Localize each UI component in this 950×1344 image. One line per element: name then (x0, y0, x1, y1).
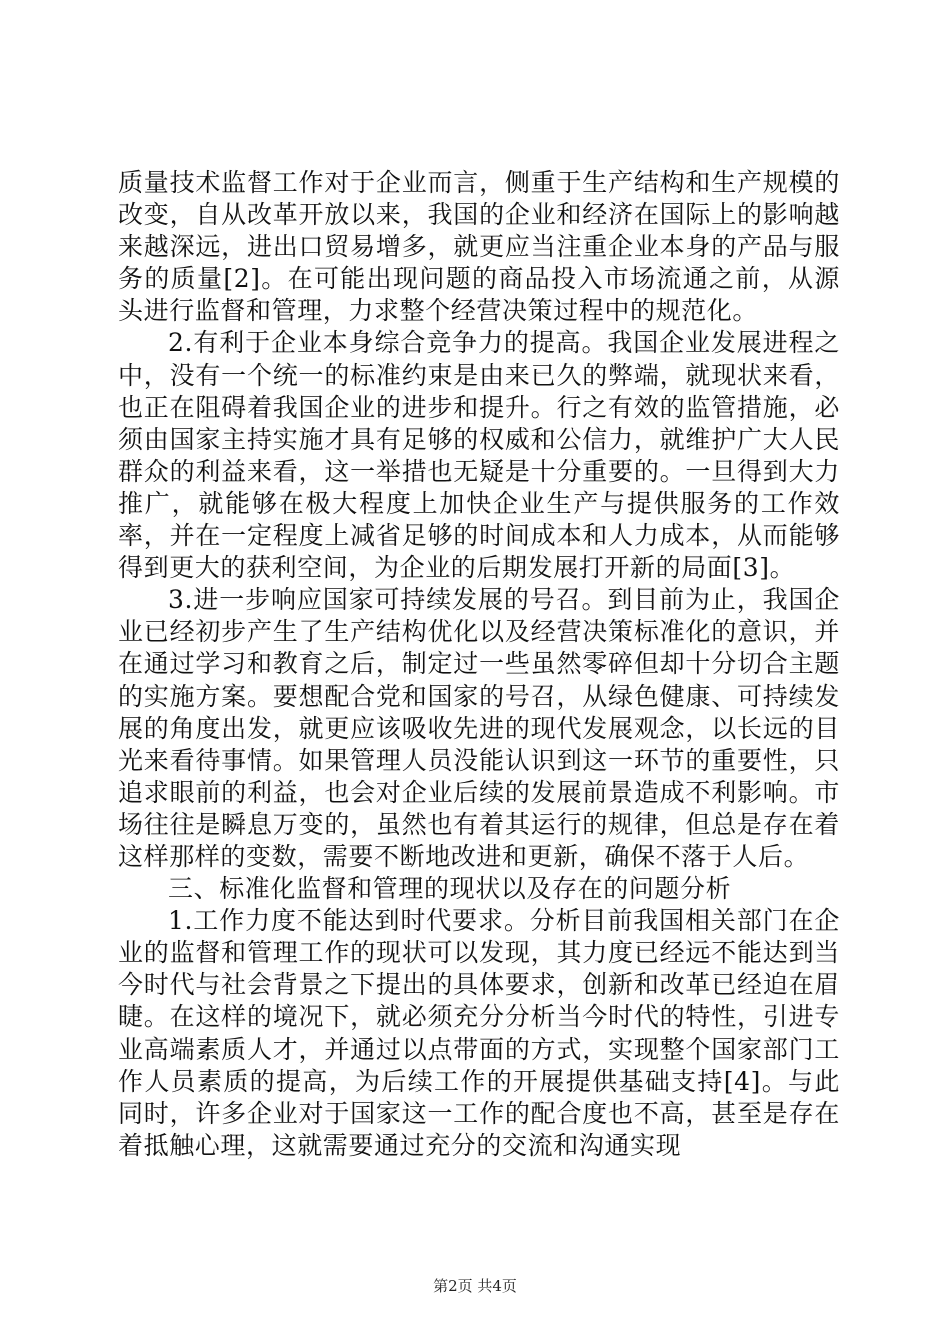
section-heading-3: 三、标准化监督和管理的现状以及存在的问题分析 (168, 874, 732, 904)
paragraph-point-2: 2.有利于企业本身综合竞争力的提高。我国企业发展进程之中，没有一个统一的标准约束是由来已久的弊端，就现状来看，也正在阻碍着我国企业的进步和提升。行之有效的监管措施，必须由国家主持实施才具有足够的权威和公信力，就维护广大人民群众的利益来看，这一举措也无疑是十分重要的。一旦得到大力推广，就能够在极大程度上加快企业生产与提供服务的工作效率，并在一定程度上减省足够的时间成本和人力成本，从而能够得到更大的获利空间，为企业的后期发展打开新的局面[3]。 (118, 328, 840, 583)
paragraph-continuation: 质量技术监督工作对于企业而言，侧重于生产结构和生产规模的改变，自从改革开放以来，我国的企业和经济在国际上的影响越来越深远，进出口贸易增多，就更应当注重企业本身的产品与服务的质量[2]。在可能出现问题的商品投入市场流通之前，从源头进行监督和管理，力求整个经营决策过程中的规范化。 (118, 168, 840, 326)
document-body (118, 167, 840, 1162)
paragraph-section-3-point-1: 1.工作力度不能达到时代要求。分析目前我国相关部门在企业的监督和管理工作的现状可以发现，其力度已经远不能达到当今时代与社会背景之下提出的具体要求，创新和改革已经迫在眉睫。在这样的境况下，就必须充分分析当今时代的特性，引进专业高端素质人才，并通过以点带面的方式，实现整个国家部门工作人员素质的提高，为后续工作的开展提供基础支持[4]。与此同时，许多企业对于国家这一工作的配合度也不高，甚至是存在着抵触心理，这就需要通过充分的交流和沟通实现 (118, 906, 840, 1160)
paragraph-point-3: 3.进一步响应国家可持续发展的号召。到目前为止，我国企业已经初步产生了生产结构优化以及经营决策标准化的意识，并在通过学习和教育之后，制定过一些虽然零碎但却十分切合主题的实施方案。要想配合党和国家的号召，从绿色健康、可持续发展的角度出发，就更应该吸收先进的现代发展观念，以长远的目光来看待事情。如果管理人员没能认识到这一环节的重要性，只追求眼前的利益，也会对企业后续的发展前景造成不利影响。市场往往是瞬息万变的，虽然也有着其运行的规律，但总是存在着这样那样的变数，需要不断地改进和更新，确保不落于人后。 (118, 585, 840, 871)
page-footer: 第2页 共4页 (433, 1277, 517, 1295)
